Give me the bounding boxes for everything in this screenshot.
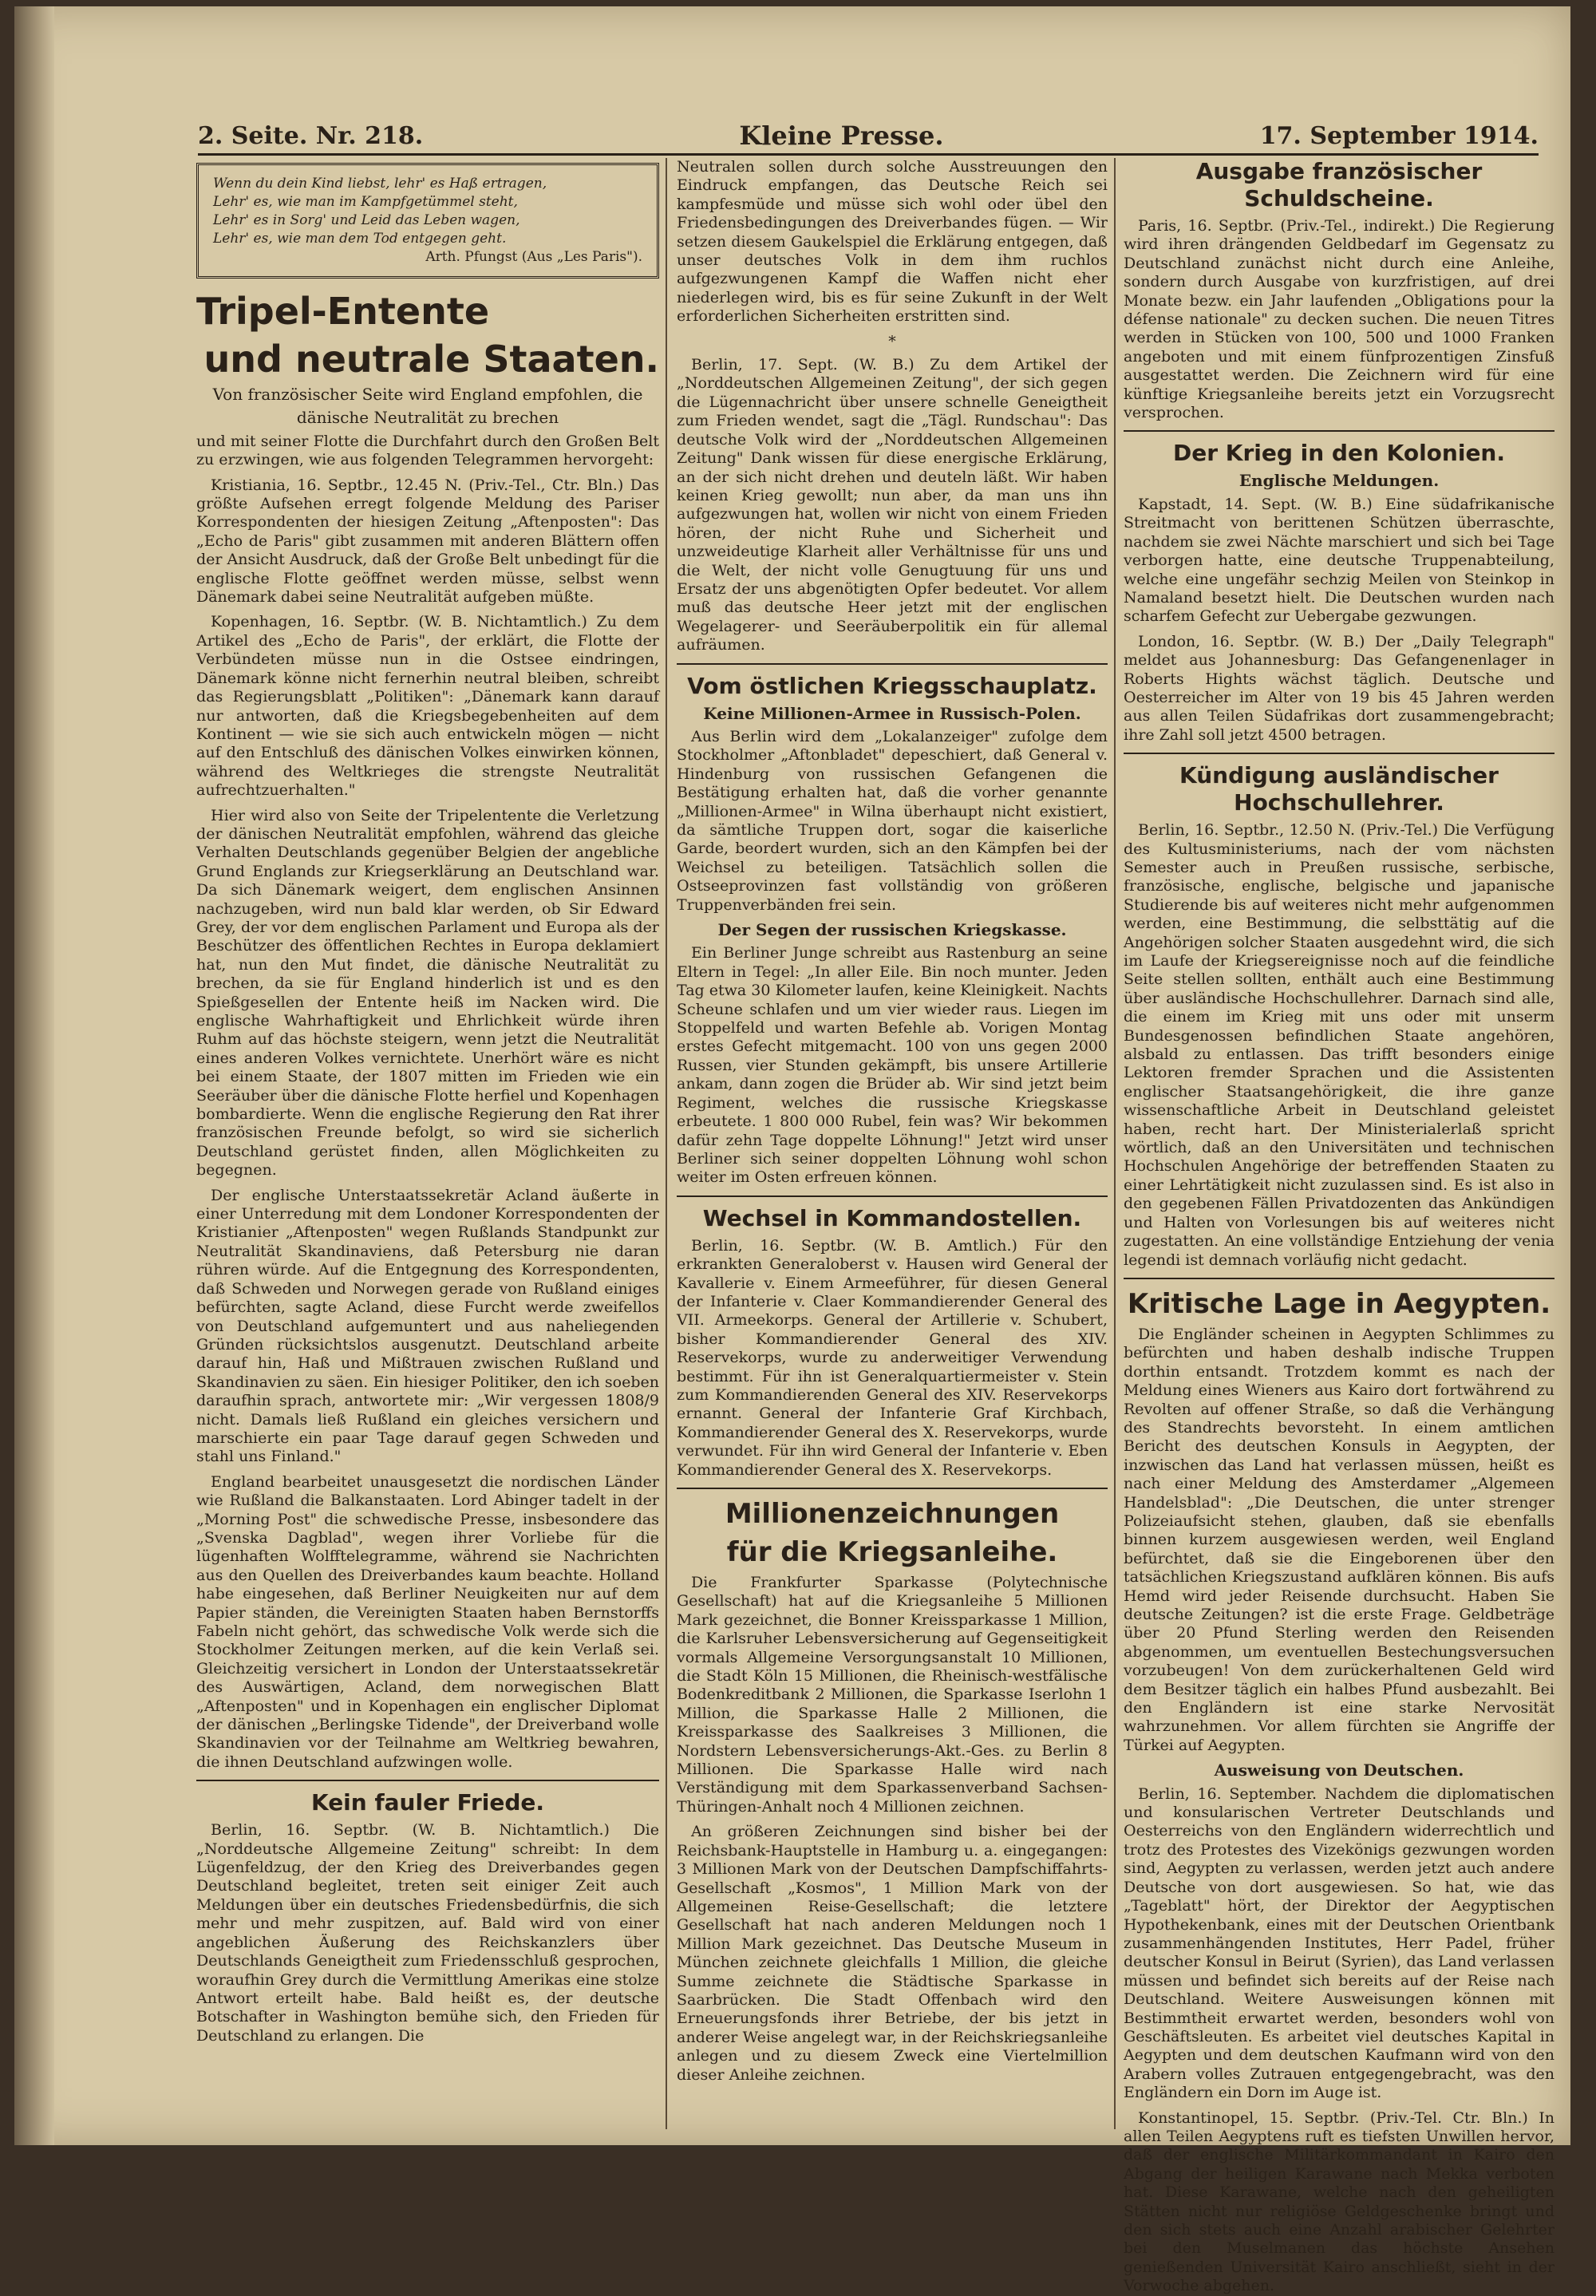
headline: Der Krieg in den Kolonien. <box>1172 440 1506 467</box>
section-rule <box>196 1780 659 1781</box>
article-paragraph: England bearbeitet unausgesetzt die nordischen Länder wie Rußland die Balkanstaaten. Lord Abinger tadelt in der „Morning Post" die schwedische Presse, insbesondere das „Svenska Dagblad", wegen ihrer Vorliebe für die lügenhaften Wolfftelegramme, während sie Nachrichten aus den Quellen des Dreiverbandes kaum beachte. Holland habe eingesehen, daß Berliner Neuigkeiten nur auf dem Papier ständen, die Vereinigten Staaten haben Bernstorffs Fabeln nicht gehört, das schwedische Volk werde sich die Stockholmer Zeitungen merken, auf die kein Verlaß sei. Gleichzeitig versichert in London der Unterstaatssekretär des Auswärtigen, Acland, dem norwegischen Blatt „Aftenposten" und in Kopenhagen ein englischer Diplomat der dänischen „Berlingske Tidende", der Dreiverband wolle Skandinavien vor der Teilnahme am Weltkrieg bewahren, die ihnen Deutschland aufzwingen wolle. <box>196 1472 659 1771</box>
article-paragraph: Die Frankfurter Sparkasse (Polytechnische Gesellschaft) hat auf die Kriegsanleihe 5 Millionen Mark gezeichnet, die Bonner Kreissparkasse 1 Million, die Karlsruher Lebensversicherung auf Gegenseitigkeit vormals Allgemeine Versorgungsanstalt 10 Millionen, die Stadt Köln 15 Millionen, die Rheinisch-westfälische Bodenkreditbank 2 Millionen, die Sparkasse Iserlohn 1 Million, die Sparkasse Halle 2 Millionen, die Kreissparkasse des Saalkreises 3 Millionen, die Nordstern Lebensversicherungs-Akt.-Ges. zu Berlin 8 Millionen. Die Sparkasse Halle wird nach Verständigung mit dem Sparkassenverband Sachsen-Thüringen-Anhalt noch 4 Millionen zeichnen. <box>677 1574 1108 1816</box>
subheadline: Von französischer Seite wird England empfohlen, die <box>212 385 643 404</box>
headline: Ausgabe französischer Schuldscheine. <box>1195 158 1483 211</box>
headline: Vom östlichen Kriegsschauplatz. <box>687 672 1097 699</box>
subheadline: Der Segen der russischen Kriegskasse. <box>717 920 1067 940</box>
page-number: 2. Seite. Nr. 218. <box>198 121 424 150</box>
section-rule <box>1124 430 1555 432</box>
page-binding <box>14 6 54 2145</box>
article-paragraph: Die Engländer scheinen in Aegypten Schlimmes zu befürchten und haben deshalb indische Truppen dorthin entsandt. Trotzdem kommt es nach der Meldung eines Wieners aus Kairo dort fortwährend zu Revolten auf offener Straße, so daß die Verhängung des Standrechts bevorsteht. In einem amtlichen Bericht des deutschen Konsuls in Aegypten, der inzwischen das Land hat verlassen müssen, heißt es nach einer Meldung des Amsterdamer „Algemeen Handelsblad": „Die Deutschen, die unter strenger Polizeiaufsicht stehen, glauben, daß sie ebenfalls binnen kurzem ausgewiesen werden, weil England befürchtet, daß sie die Eingeborenen über den tatsächlichen Kriegszustand aufklären können. Bis aufs Hemd wird jeder Reisende durchsucht. Haben Sie deutsche Zeitungen? ist die erste Frage. Geldbeträge über 20 Pfund Sterling werden den Reisenden abgenommen, um eventuellen Bestechungsversuchen vorzubeugen! Von dem zurückerhaltenen Geld wird dem Besitzer täglich ein halbes Pfund ausbezahlt. Bei den Engländern ist eine starke Nervosität wahrzunehmen. Vor allem fürchten sie Angriffe der Türkei auf Aegypten. <box>1124 1325 1555 1754</box>
article-paragraph: und mit seiner Flotte die Durchfahrt durch den Großen Belt zu erzwingen, wie aus folgenden Telegrammen hervorgeht: <box>196 432 659 469</box>
page-header <box>198 118 1539 156</box>
article-paragraph: Aus Berlin wird dem „Lokalanzeiger" zufolge dem Stockholmer „Aftonbladet" depeschiert, daß General v. Hindenburg von russischen Gefangenen die Bestätigung erhalten hat, daß die vorher genannte „Millionen-Armee" in Wilna überhaupt nicht existiert, da sämtliche Truppen dort, sogar die kaiserliche Garde, beordert wurden, sich an den Kämpfen bei der Weichsel zu beteiligen. Tatsächlich sollen die Ostseeprovinzen fast vollständig von größeren Truppenverbänden frei sein. <box>677 727 1108 914</box>
headline: Wechsel in Kommandostellen. <box>702 1204 1082 1231</box>
poem-box <box>196 163 659 279</box>
newspaper-page <box>14 6 1570 2295</box>
subheadline: Keine Millionen-Armee in Russisch-Polen. <box>703 703 1081 723</box>
headline: Kündigung ausländischer Hochschullehrer. <box>1179 762 1499 816</box>
headline: Millionenzeichnungen <box>725 1498 1060 1530</box>
poem-line: Lehr' es, wie man dem Tod entgegen geht. <box>213 231 507 247</box>
section-rule <box>677 1195 1108 1197</box>
article-paragraph: Kopenhagen, 16. Septbr. (W. B. Nichtamtlich.) Zu dem Artikel des „Echo de Paris", der erklärt, die Flotte der Verbündeten müsse nun in die Ostsee eindringen, Dänemark könne nicht fernerhin neutral bleiben, schreibt das Regierungsblatt „Politiken": „Dänemark kann darauf nur antworten, daß die Kriegsbegebenheiten auf dem Kontinent — wie sie sich auch entwickeln mögen — nicht auf den Entschluß des dänischen Volkes einwirken können, während des Weltkrieges die strengste Neutralität aufrechtzuerhalten." <box>196 613 659 800</box>
article-paragraph: Paris, 16. Septbr. (Priv.-Tel., indirekt.) Die Regierung wird ihren drängenden Geldbedarf im Gegensatz zu Deutschland zunächst nicht durch eine Anleihe, sondern durch Ausgabe von kurzfristigen, auf drei Monate bezw. ein Jahr laufenden „Obligations pour la défense nationale" zu decken suchen. Die neuen Titres werden in Stücken von 100, 500 und 1000 Franken angeboten und mit einem fünfprozentigen Zinsfuß ausgestattet werden. Die Zeichnern wird für eine künftige Kriegsanleihe bereits jetzt ein Vorzugsrecht versprochen. <box>1124 217 1555 422</box>
article-paragraph: Hier wird also von Seite der Tripelentente die Verletzung der dänischen Neutralität empfohlen, während das gleiche Verhalten Deutschlands gegenüber Belgien der angebliche Grund Englands zur Kriegserklärung an Deutschland war. Da sich Dänemark weigert, dem englischen Ansinnen nachzugeben, wird nun bald klar werden, ob Sir Edward Grey, der vor dem englischen Parlament und Europa als der Beschützer des öffentlichen Rechtes in Europa deklamiert hat, nun den Mut findet, die dänische Neutralität zu brechen, da sie für England hinderlich ist und es den Spießgesellen der Entente heiß im Nacken wird. Die englische Wahrhaftigkeit und Ehrlichkeit würde ihren Ruhm auf das höchste steigern, wenn jetzt die Neutralität eines anderen Volkes vernichtete. Unerhört wäre es nicht bei einem Staate, der 1807 mitten im Frieden wie ein Seeräuber über die dänische Flotte herfiel und Kopenhagen bombardierte. Wenn die englische Regierung den Rat ihrer französischen Freunde befolgt, so wird sie sicherlich Deutschland gerüstet finden, allen Möglichkeiten zu begegnen. <box>196 806 659 1180</box>
column-2 <box>677 158 1108 2129</box>
headline: und neutrale Staaten. <box>203 338 659 381</box>
article-paragraph: Neutralen sollen durch solche Ausstreuungen den Eindruck empfangen, das Deutsche Reich sei kampfesmüde und müsse sich wohl oder übel den Friedensbedingungen des Dreiverbandes fügen. — Wir setzen diesem Gaukelspiel die Erklärung entgegen, daß unser deutsches Volk in dem ihm ruchlos aufgezwungenen Kampf die Waffen nicht eher niederlegen wird, bis es für seine Zukunft in der Welt erforderlichen Sicherheiten erstritten sind. <box>677 158 1108 326</box>
separator-star: * <box>888 332 896 350</box>
subheadline: Ausweisung von Deutschen. <box>1214 1761 1464 1780</box>
headline: Tripel-Entente <box>196 290 490 333</box>
article-paragraph: Berlin, 17. Sept. (W. B.) Zu dem Artikel der „Norddeutschen Allgemeinen Zeitung", der sich gegen die Lügennachricht über unsere schnelle Geneigtheit zum Frieden wendet, sagt die „Tägl. Rundschau": Das deutsche Volk wird der „Norddeutschen Allgemeinen Zeitung" Dank wissen für diese energische Erklärung, an der sich nicht drehen und deuteln läßt. Wir haben keinen Krieg gewollt; nun aber, da man uns ihn aufgezwungen hat, wollen wir nicht von einem Frieden hören, der nicht Ruhe und Sicherheit und unzweideutige Klarheit aller Verhältnisse für uns und die Welt, der nicht volle Genugtuung für uns und Ersatz der uns abgenötigten Opfer bedeutet. Vor allem muß das deutsche Heer jetzt mit der englischen Wegelagerer- und Seeräuberpolitik ein für allemal aufräumen. <box>677 356 1108 654</box>
section-rule <box>1124 753 1555 754</box>
issue-date: 17. September 1914. <box>1259 121 1539 150</box>
article-paragraph: Ein Berliner Junge schreibt aus Rastenburg an seine Eltern in Tegel: „In aller Eile. Bin noch munter. Jeden Tag etwa 30 Kilometer laufen, keine Kleinigkeit. Nachts Scheune schlafen und um vier wieder raus. Liegen im Stoppelfeld und warten Befehle ab. Vorigen Montag erstes Gefecht mitgemacht. 100 von uns gegen 2000 Russen, vier Stunden gekämpft, bis unsere Artillerie ankam, dann zogen die Brüder ab. Wir sind jetzt beim Regiment, welches die russische Kriegskasse erbeutete. 1 800 000 Rubel, fein was? Wir bekommen dafür zehn Tage doppelte Löhnung!" Jetzt wird unser Berliner sich seiner doppelten Löhnung wohl schon weiter im Osten erfreuen können. <box>677 944 1108 1187</box>
section-rule <box>1124 1278 1555 1279</box>
article-paragraph: Berlin, 16. Septbr., 12.50 N. (Priv.-Tel.) Die Verfügung des Kultusministeriums, nach der vom nächsten Semester auch in Preußen russische, serbische, französische, englische, belgische und japanische Studierende bis auf weiteres nicht mehr aufgenommen werden, eine Bestimmung, die selbsttätig auf die Angehörigen solcher Staaten ausgedehnt wird, die sich im Laufe der Kriegsereignisse noch auf die feindliche Seite stellen sollten, enthält auch eine Bestimmung über ausländische Hochschullehrer. Darnach sind alle, die einem im Krieg mit uns oder mit unserm Bundesgenossen befindlichen Staate angehören, alsbald zu entlassen. Das trifft besonders einige Lektoren fremder Sprachen und die Assistenten englischer Staatsangehörigkeit, die ihre ganze wissenschaftliche Arbeit in Deutschland geleistet haben, recht hart. Der Ministerialerlaß spricht wörtlich, daß an den Universitäten und technischen Hochschulen Angehörige der betreffenden Staaten zu einer Lehrtätigkeit nicht zuzulassen sind. Es ist also in den gegebenen Fällen Privatdozenten das Ankündigen und Halten von Vorlesungen bis auf weiteres nicht zugestatten. An eine vollständige Entziehung der venia legendi ist demnach vorläufig nicht gedacht. <box>1124 821 1555 1269</box>
section-rule <box>677 663 1108 665</box>
subheadline: dänische Neutralität zu brechen <box>296 408 559 428</box>
subheadline: Englische Meldungen. <box>1238 471 1440 491</box>
column-rule <box>1114 158 1116 2129</box>
poem-source: Arth. Pfungst (Aus „Les Paris"). <box>425 249 642 265</box>
article-paragraph: An größeren Zeichnungen sind bisher bei der Reichsbank-Hauptstelle in Hamburg u. a. eingegangen: 3 Millionen Mark von der Deutschen Dampfschiffahrts-Gesellschaft „Kosmos", 1 Million Mark von der Allgemeinen Reise-Gesellschaft; die letztere Gesellschaft hat nach anderen Meldungen noch 1 Million Mark gezeichnet. Das Deutsche Museum in München zeichnete gleichfalls 1 Million, die gleiche Summe zeichnete die Städtische Sparkasse in Saarbrücken. Die Stadt Offenbach wird den Erneuerungsfonds ihrer Betriebe, der bis jetzt in anderer Weise angelegt war, in der Reichskriegsanleihe anlegen und zu diesem Zweck eine Viertelmillion dieser Anleihe zeichnen. <box>677 1823 1108 2084</box>
article-paragraph: Berlin, 16. Septbr. (W. B. Nichtamtlich.) Die „Norddeutsche Allgemeine Zeitung" schreibt: In dem Lügenfeldzug, der den Krieg des Dreiverbandes gegen Deutschland begleitet, treten seit einiger Zeit auch Meldungen über ein deutsches Friedensbedürfnis, die sich mehr und mehr zuspitzen, auf. Bald wird von einer angeblichen Äußerung des Reichskanzlers über Deutschlands Geneigtheit zum Friedensschluß gesprochen, woraufhin Grey durch die Vermittlung Amerikas eine stolze Antwort erteilt habe. Bald heißt es, der deutsche Botschafter in Washington bemühe sich, den Frieden für Deutschland zu erlangen. Die <box>196 1821 659 2045</box>
article-paragraph: Der englische Unterstaatssekretär Acland äußerte in einer Unterredung mit dem Londoner Korrespondenten der Kristianier „Aftenposten" wegen Rußlands Standpunkt zur Neutralität Skandinaviens, daß Petersburg nie daran rühren würde. Auf die Entgegnung des Korrespondenten, daß Schweden und Norwegen gerade von Rußland einiges befürchten, sagte Acland, diese Furcht werde zweifellos von Deutschland aufgemuntert und aus naheliegenden Gründen rücksichtslos ausgenutzt. Deutschland arbeite darauf hin, Haß und Mißtrauen zwischen Rußland und Skandinavien zu säen. Ein hiesiger Politiker, den ich soeben daraufhin sprach, antwortete mir: „Wir vergessen 1808/9 nicht. Damals ließ Rußland ein gleiches versichern und marschierte ein paar Tage darauf gegen Schweden und stahl uns Finland." <box>196 1186 659 1466</box>
poem-line: Lehr' es, wie man im Kampfgetümmel steht, <box>213 194 518 210</box>
column-3 <box>1124 158 1555 2295</box>
article-paragraph: Berlin, 16. Septbr. (W. B. Amtlich.) Für den erkrankten Generaloberst v. Hausen wird General der Kavallerie v. Einem Armeeführer, für diesen General der Infanterie v. Claer Kommandierender General des VII. Armeekorps. General der Artillerie v. Schubert, bisher Kommandierender General des XIV. Reservekorps, wurde zu anderweitiger Verwendung bestimmt. Für ihn ist Generalquartiermeister v. Stein zum Kommandierenden General des XIV. Reservekorps ernannt. General der Infanterie Graf Kirchbach, Kommandierender General des X. Reservekorps, wurde verwundet. Für ihn wird General der Infanterie v. Eben Kommandierender General des X. Reservekorps. <box>677 1236 1108 1479</box>
column-1 <box>196 158 659 2129</box>
article-paragraph: London, 16. Septbr. (W. B.) Der „Daily Telegraph" meldet aus Johannesburg: Das Gefangenenlager in Roberts Hights wächst täglich. Deutsche und Oesterreicher im Alter von 19 bis 45 Jahren werden aus allen Teilen Südafrikas dort zusammengebracht; ihre Zahl soll jetzt 4500 betragen. <box>1124 632 1555 744</box>
column-rule <box>666 158 667 2129</box>
section-rule <box>677 1488 1108 1489</box>
poem-line: Lehr' es in Sorg' und Leid das Leben wagen, <box>213 212 520 228</box>
article-paragraph: Kristiania, 16. Septbr., 12.45 N. (Priv.-Tel., Ctr. Bln.) Das größte Aufsehen erregt folgende Meldung des Pariser Korrespondenten der hiesigen Zeitung „Aftenposten": Das „Echo de Paris" gibt zusammen mit anderen Blättern offen der Ansicht Ausdruck, daß der Große Belt unbedingt für die englische Flotte geöffnet werden müsse, selbst wenn Dänemark dabei seine Neutralität aufgeben müßte. <box>196 476 659 607</box>
article-paragraph: Konstantinopel, 15. Septbr. (Priv.-Tel. Ctr. Bln.) In allen Teilen Aegyptens ruft es tiefsten Unwillen hervor, daß der englische Militärkommandant in Kairo den Abgang der heiligen Karawane nach Mekka verboten hat. Diese Karawane, welche nach den geheiligten Stätten nicht nur religiöse Geldgeschenke bringt und den sich stets auch eine Anzahl arabischer Gelehrter bei den Muselmanen das höchste Ansehen genießenden Universität Kairo anschließt, sieht in der Vorwoche abgehen. <box>1124 2108 1555 2295</box>
headline: Kein fauler Friede. <box>310 1789 545 1816</box>
article-paragraph: Kapstadt, 14. Sept. (W. B.) Eine südafrikanische Streitmacht von berittenen Schützen überraschte, nachdem sie zwei Nächte marschiert und sich bei Tage verborgen hatte, eine deutsche Truppenabteilung, welche eine ungefähr sechzig Meilen von Steinkop in Namaland besetzt hielt. Die Deutschen wurden nach scharfem Gefecht zur Uebergabe gezwungen. <box>1124 495 1555 626</box>
article-paragraph: Berlin, 16. September. Nachdem die diplomatischen und konsularischen Vertreter Deutschlands und Oesterreichs von den Engländern widerrechtlich und trotz des Protestes des Vizekönigs gezwungen worden sind, Aegypten zu verlassen, werden jetzt auch andere Deutsche von dort ausgewiesen. So hat, wie das „Tageblatt" hört, der Direktor der Aegyptischen Hypothekenbank, eines mit der Deutschen Orientbank zusammenhängenden Institutes, Herr Padel, früher deutscher Konsul in Beirut (Syrien), das Land verlassen müssen und befindet sich bereits auf der Reise nach Deutschland. Weitere Ausweisungen können mit Bestimmtheit erwartet werden, besonders wohl von Geschäftsleuten. Es arbeitet viel deutsches Kapital in Aegypten und dem deutschen Kaufmann wird von den Arabern volles Zutrauen entgegengebracht, was den Engländern ein Dorn im Auge ist. <box>1124 1784 1555 2102</box>
poem-line: Wenn du dein Kind liebst, lehr' es Haß ertragen, <box>213 176 547 192</box>
newspaper-title: Kleine Presse. <box>739 121 944 151</box>
headline: Kritische Lage in Aegypten. <box>1127 1287 1551 1320</box>
headline: für die Kriegsanleihe. <box>726 1536 1058 1568</box>
